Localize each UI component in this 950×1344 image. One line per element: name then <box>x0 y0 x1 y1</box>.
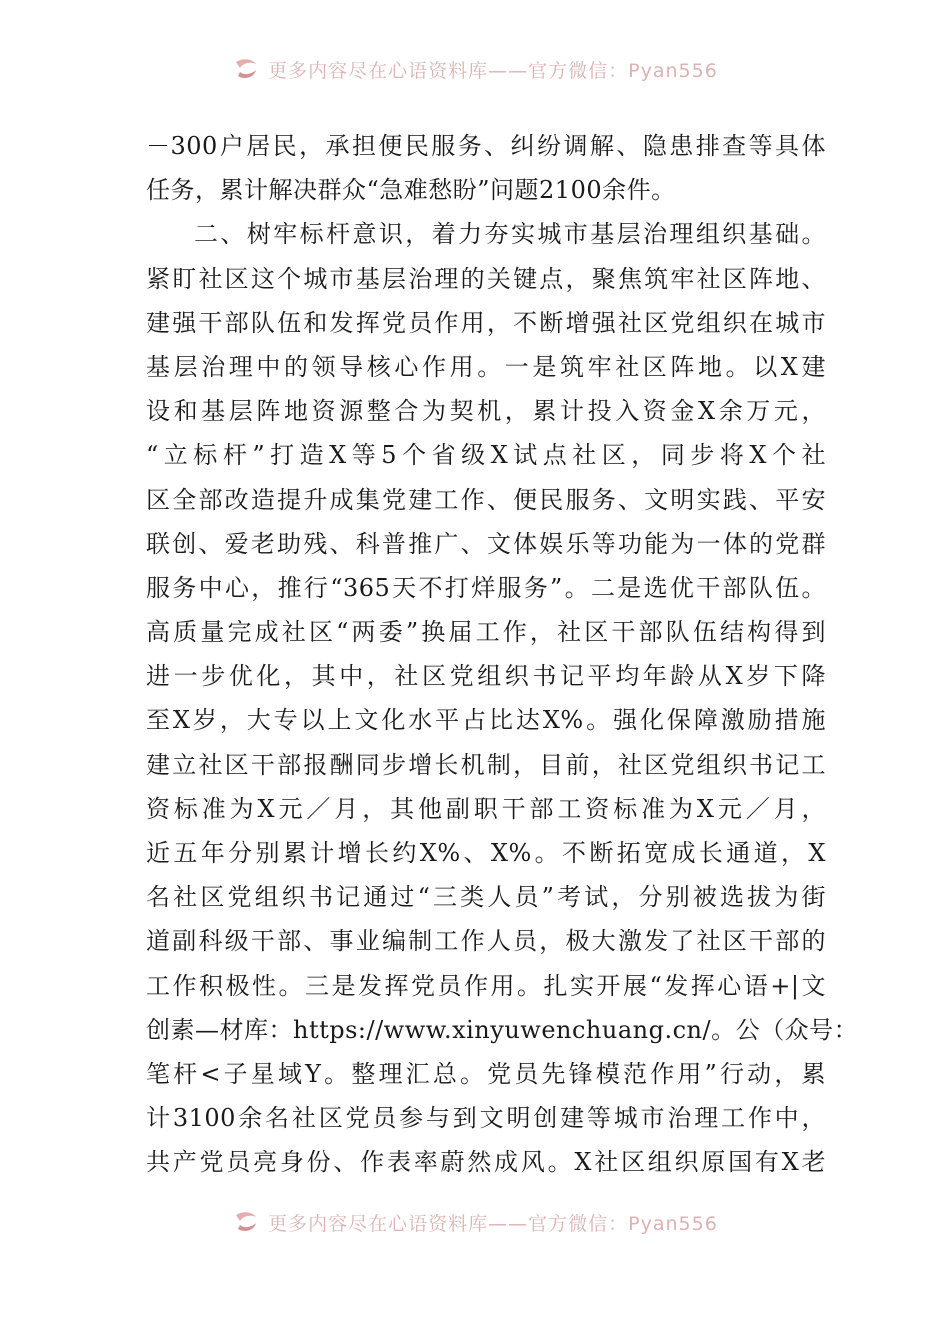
text-line: 设和基层阵地资源整合为契机，累计投入资金X余万元， <box>146 397 826 426</box>
text-line: 创素—材库：https://www.xinyuwenchuang.cn/。公（众号： <box>146 1015 859 1044</box>
text-line: “立标杆”打造X等5个省级X试点社区，同步将X个社 <box>146 441 826 470</box>
text-line: 至X岁，大专以上文化水平占比达X%。强化保障激励措施 <box>146 706 826 735</box>
document-body <box>146 124 859 1185</box>
text-line: 服务中心，推行“365天不打烊服务”。二是选优干部队伍。 <box>146 573 826 602</box>
text-line: 近五年分别累计增长约X%、X%。不断拓宽成长通道，X <box>146 839 826 867</box>
text-line: 建强干部队伍和发挥党员作用，不断增强社区党组织在城市 <box>146 308 826 337</box>
logo-icon <box>232 56 260 82</box>
logo-icon <box>232 1209 260 1235</box>
text-line: 名社区党组织书记通过“三类人员”考试，分别被选拔为街 <box>146 883 826 912</box>
text-line: 共产党员亮身份、作表率蔚然成风。X社区组织原国有X老 <box>146 1148 826 1177</box>
watermark-footer <box>0 1205 950 1239</box>
text-line: 建立社区干部报酬同步增长机制，目前，社区党组织书记工 <box>146 750 826 779</box>
watermark-text: 更多内容尽在心语资料库——官方微信：Pyan556 <box>268 59 718 82</box>
text-line: 高质量完成社区“两委”换届工作，社区干部队伍结构得到 <box>146 618 826 647</box>
text-line: 计3100余名社区党员参与到文明创建等城市治理工作中， <box>146 1104 826 1133</box>
text-line: －300户居民，承担便民服务、纠纷调解、隐患排查等具体 <box>146 132 826 160</box>
text-line: 任务，累计解决群众“急难愁盼”问题2100余件。 <box>146 176 676 205</box>
text-line: 资标准为X元／月，其他副职干部工资标准为X元／月， <box>146 794 826 823</box>
text-line: 进一步优化，其中，社区党组织书记平均年龄从X岁下降 <box>146 662 826 691</box>
text-line: 紧盯社区这个城市基层治理的关键点，聚焦筑牢社区阵地、 <box>146 264 826 293</box>
text-line: 笔杆<子星域Y。整理汇总。党员先锋模范作用”行动，累 <box>146 1059 826 1088</box>
section-heading: 二、树牢标杆意识，着力夯实城市基层治理组织基础。 <box>194 220 826 249</box>
text-line: 区全部改造提升成集党建工作、便民服务、文明实践、平安 <box>146 485 826 514</box>
watermark-header <box>0 52 950 86</box>
watermark-text: 更多内容尽在心语资料库——官方微信：Pyan556 <box>268 1212 718 1235</box>
text-line: 基层治理中的领导核心作用。一是筑牢社区阵地。以X建 <box>146 352 826 381</box>
text-line: 联创、爱老助残、科普推广、文体娱乐等功能为一体的党群 <box>146 529 826 558</box>
text-line: 工作积极性。三是发挥党员作用。扎实开展“发挥心语+|文 <box>146 971 826 1000</box>
text-line: 道副科级干部、事业编制工作人员，极大激发了社区干部的 <box>146 927 826 956</box>
